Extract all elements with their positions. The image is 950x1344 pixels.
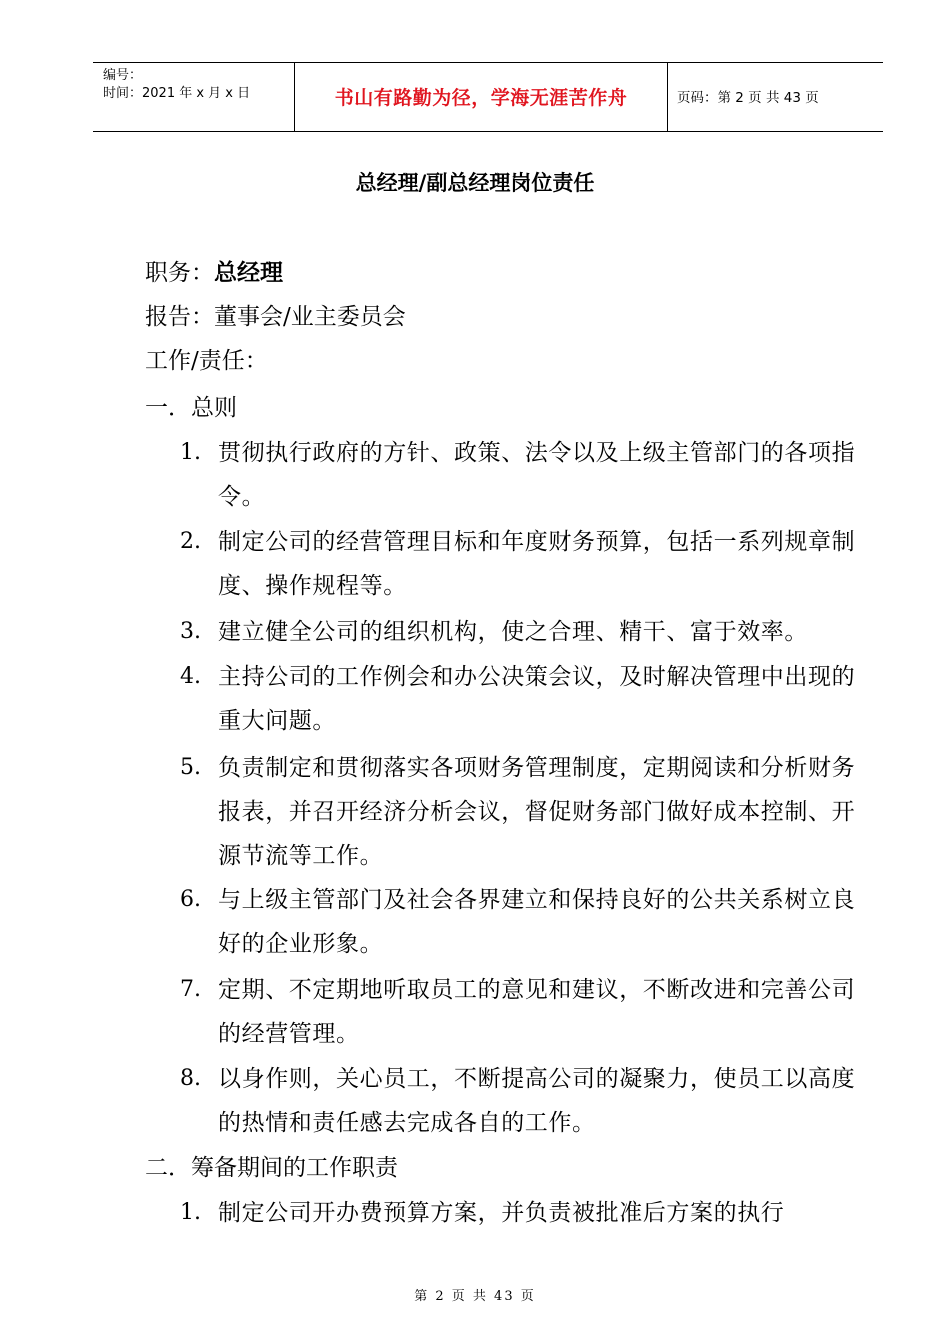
report-line: 报告：董事会/业主委员会: [145, 304, 406, 330]
position-line: [145, 257, 283, 289]
item-text: 负责制定和贯彻落实各项财务管理制度，定期阅读和分析财务报表，并召开经济分析会议，督促财务部门做好成本控制、开源节流等工作。: [218, 755, 856, 869]
page-header: [93, 62, 883, 132]
item-text: 主持公司的工作例会和办公决策会议，及时解决管理中出现的重大问题。: [218, 664, 856, 734]
page-footer: 第 2 页 共 43 页: [414, 1289, 536, 1304]
item-number: 6.: [180, 887, 201, 912]
item-number: 8.: [180, 1066, 201, 1091]
item-number: 2.: [180, 529, 201, 554]
item-number: 5.: [180, 755, 201, 780]
item-number: 1.: [180, 1200, 201, 1225]
item-number: 7.: [180, 977, 201, 1002]
item-text: 建立健全公司的组织机构，使之合理、精干、富于效率。: [218, 619, 808, 645]
header-divider: [667, 63, 668, 131]
item-text: 贯彻执行政府的方针、政策、法令以及上级主管部门的各项指令。: [218, 440, 856, 510]
item-number: 1.: [180, 440, 201, 465]
section-heading: 二．筹备期间的工作职责: [145, 1155, 398, 1181]
number-label: 编号：: [103, 68, 143, 83]
duties-line: 工作/责任：: [145, 348, 268, 374]
header-page-info: 页码：第 2 页 共 43 页: [677, 90, 819, 106]
item-text: 制定公司开办费预算方案，并负责被批准后方案的执行: [218, 1200, 785, 1226]
item-text: 制定公司的经营管理目标和年度财务预算，包括一系列规章制 度、操作规程等。: [218, 529, 887, 599]
time-label: 时间：2021 年 x 月 x 日: [103, 86, 251, 101]
position-value: 总经理: [214, 260, 283, 286]
item-text: 定期、不定期地听取员工的意见和建议，不断改进和完善公司的经营管理。: [218, 977, 856, 1047]
position-label: 职务：: [145, 260, 214, 286]
item-number: 4.: [180, 664, 201, 689]
document-title: 总经理/副总经理岗位责任: [355, 171, 595, 195]
item-text: 与上级主管部门及社会各界建立和保持良好的公共关系树立良好的企业形象。: [218, 887, 856, 957]
header-motto: 书山有路勤为径，学海无涯苦作舟: [334, 87, 628, 109]
header-meta: [103, 67, 250, 103]
section-heading: 一．总则: [145, 395, 237, 421]
item-text: 以身作则，关心员工，不断提高公司的凝聚力，使员工以高度的热情和责任感去完成各自的工作。: [218, 1066, 856, 1136]
item-number: 3.: [180, 619, 201, 644]
